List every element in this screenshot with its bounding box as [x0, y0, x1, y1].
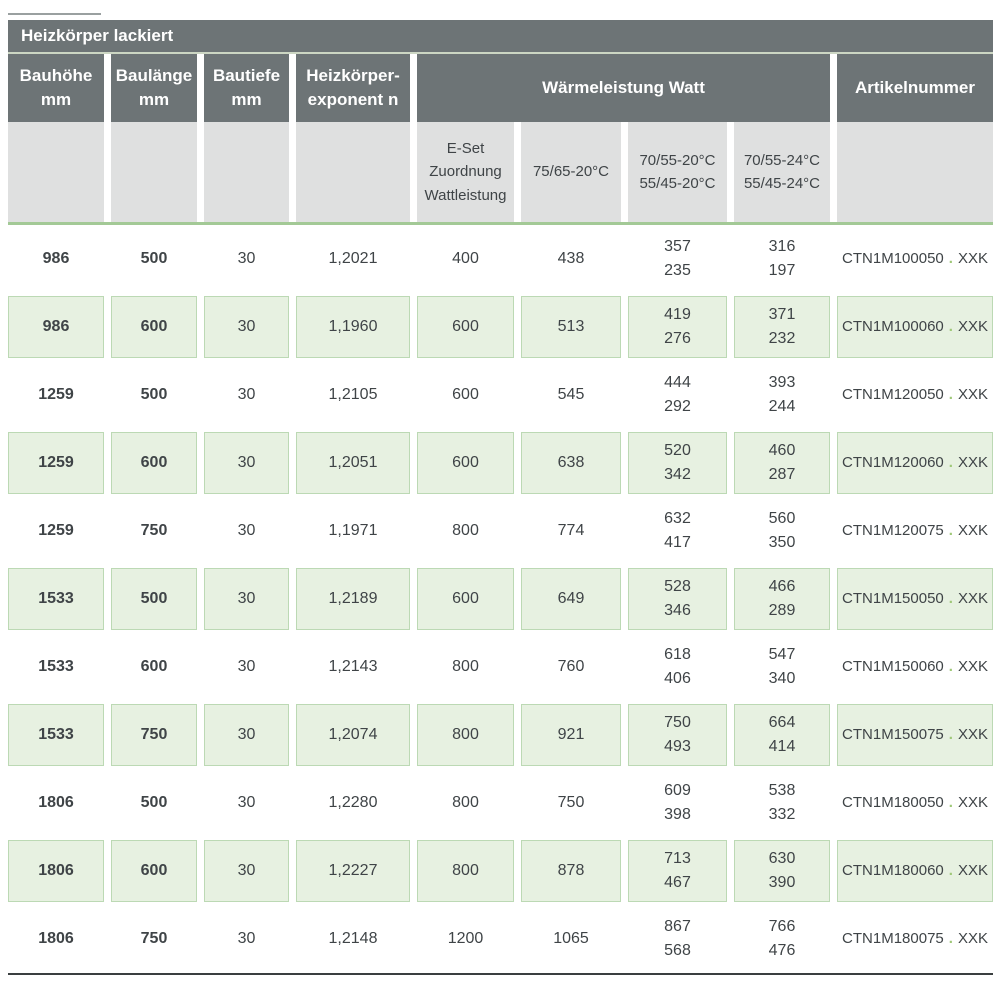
- table-row: [8, 429, 993, 497]
- cell-bautiefe: 30: [204, 840, 289, 902]
- cell-artikelnummer: CTN1M180060 . XXK: [837, 840, 993, 902]
- cell-artikelnummer: CTN1M100060 . XXK: [837, 296, 993, 358]
- cell-artikelnummer: CTN1M180075 . XXK: [837, 905, 993, 973]
- cell-exponent: 1,2105: [328, 386, 378, 403]
- cell-bautiefe: 30: [237, 250, 256, 267]
- cell-70-55-24: 664 414: [734, 704, 830, 766]
- cell-baulaenge: 600: [111, 432, 197, 494]
- cell-baulaenge: 600: [111, 840, 197, 902]
- cell-exponent: 1,2227: [296, 840, 410, 902]
- article-dot: .: [948, 589, 953, 607]
- cell-eset: 800: [452, 794, 479, 811]
- cell-70-55-24: 371 232: [734, 296, 830, 358]
- cell-75-65: 438: [557, 250, 585, 267]
- col-header-bauhoehe: Bauhöhe mm: [8, 54, 104, 122]
- cell-artikelnummer: CTN1M150075 . XXK: [837, 704, 993, 766]
- cell-baulaenge: 750: [140, 522, 168, 539]
- cell-baulaenge: 500: [140, 386, 168, 403]
- cell-eset: 600: [452, 386, 479, 403]
- cell-eset: 400: [452, 250, 479, 267]
- table-row: [8, 293, 993, 361]
- cell-75-65: 513: [521, 296, 621, 358]
- cell-exponent: 1,2148: [328, 930, 378, 947]
- table-row: [8, 837, 993, 905]
- subheader-empty-exponent: [296, 122, 410, 222]
- cell-70-55-20: 357 235: [664, 238, 691, 279]
- cell-75-65: 774: [557, 522, 585, 539]
- cell-artikelnummer: CTN1M100050 . XXK: [837, 225, 993, 293]
- table-bottom-border: [8, 973, 993, 975]
- cell-bauhoehe: 1806: [38, 930, 74, 947]
- cell-bautiefe: 30: [204, 432, 289, 494]
- cell-75-65: 545: [557, 386, 585, 403]
- cell-70-55-20: 867 568: [664, 918, 691, 959]
- cell-bauhoehe: 1533: [38, 658, 74, 675]
- table-row: [8, 225, 993, 293]
- table-row: [8, 701, 993, 769]
- article-dot: .: [948, 929, 953, 947]
- cell-exponent: 1,2189: [296, 568, 410, 630]
- cell-bautiefe: 30: [237, 658, 256, 675]
- subheader-75-65: 75/65-20°C: [521, 122, 621, 222]
- cell-baulaenge: 750: [140, 930, 168, 947]
- cell-baulaenge: 600: [140, 658, 168, 675]
- cell-bautiefe: 30: [237, 930, 256, 947]
- cell-eset: 800: [417, 840, 514, 902]
- table-row: [8, 497, 993, 565]
- cell-artikelnummer: CTN1M120075 . XXK: [837, 497, 993, 565]
- article-dot: .: [948, 385, 953, 403]
- cell-bauhoehe: 1533: [8, 568, 104, 630]
- cell-baulaenge: 500: [111, 568, 197, 630]
- cell-bauhoehe: 1806: [8, 840, 104, 902]
- decorative-line: [8, 13, 101, 15]
- cell-eset: 600: [417, 568, 514, 630]
- cell-70-55-24: 460 287: [734, 432, 830, 494]
- cell-70-55-20: 750 493: [628, 704, 727, 766]
- cell-70-55-24: 630 390: [734, 840, 830, 902]
- cell-70-55-24: 766 476: [768, 918, 796, 959]
- cell-exponent: 1,2143: [328, 658, 378, 675]
- cell-70-55-20: 618 406: [664, 646, 691, 687]
- subheader-70-55-20: 70/55-20°C 55/45-20°C: [628, 122, 727, 222]
- cell-artikelnummer: CTN1M120050 . XXK: [837, 361, 993, 429]
- article-dot: .: [948, 793, 953, 811]
- col-header-artikelnummer: Artikelnummer: [837, 54, 993, 122]
- article-dot: .: [948, 521, 953, 539]
- table-title: Heizkörper lackiert: [8, 20, 993, 52]
- cell-bauhoehe: 986: [42, 250, 70, 267]
- cell-exponent: 1,2051: [296, 432, 410, 494]
- cell-artikelnummer: CTN1M180050 . XXK: [837, 769, 993, 837]
- radiator-table: [8, 20, 993, 975]
- col-header-baulaenge: Baulänge mm: [111, 54, 197, 122]
- cell-70-55-20: 444 292: [664, 374, 691, 415]
- cell-70-55-24: 560 350: [768, 510, 796, 551]
- cell-75-65: 921: [521, 704, 621, 766]
- table-row: [8, 361, 993, 429]
- cell-baulaenge: 500: [140, 794, 168, 811]
- table-row: [8, 565, 993, 633]
- cell-eset: 600: [417, 296, 514, 358]
- cell-75-65: 760: [557, 658, 585, 675]
- cell-75-65: 649: [521, 568, 621, 630]
- table-row: [8, 769, 993, 837]
- cell-70-55-24: 316 197: [768, 238, 796, 279]
- cell-70-55-20: 632 417: [664, 510, 691, 551]
- cell-70-55-20: 520 342: [628, 432, 727, 494]
- cell-70-55-20: 419 276: [628, 296, 727, 358]
- article-dot: .: [948, 861, 953, 879]
- cell-bautiefe: 30: [237, 386, 256, 403]
- col-header-bautiefe: Bautiefe mm: [204, 54, 289, 122]
- cell-70-55-24: 466 289: [734, 568, 830, 630]
- subheader-eset: E-Set Zuordnung Wattleistung: [417, 122, 514, 222]
- cell-bauhoehe: 986: [8, 296, 104, 358]
- cell-exponent: 1,1971: [328, 522, 378, 539]
- article-dot: .: [948, 453, 953, 471]
- cell-baulaenge: 500: [140, 250, 168, 267]
- cell-exponent: 1,2021: [328, 250, 378, 267]
- cell-bautiefe: 30: [237, 522, 256, 539]
- cell-75-65: 638: [521, 432, 621, 494]
- cell-exponent: 1,2280: [328, 794, 378, 811]
- cell-70-55-24: 393 244: [768, 374, 796, 415]
- cell-70-55-24: 547 340: [768, 646, 796, 687]
- cell-eset: 600: [417, 432, 514, 494]
- sub-header-row: [8, 122, 993, 222]
- cell-baulaenge: 750: [111, 704, 197, 766]
- cell-eset: 1200: [447, 930, 484, 947]
- cell-eset: 800: [452, 522, 479, 539]
- cell-70-55-20: 528 346: [628, 568, 727, 630]
- cell-eset: 800: [417, 704, 514, 766]
- subheader-empty-bauhoehe: [8, 122, 104, 222]
- subheader-empty-baulaenge: [111, 122, 197, 222]
- cell-exponent: 1,2074: [296, 704, 410, 766]
- cell-bautiefe: 30: [204, 568, 289, 630]
- cell-exponent: 1,1960: [296, 296, 410, 358]
- cell-artikelnummer: CTN1M150060 . XXK: [837, 633, 993, 701]
- cell-bautiefe: 30: [204, 704, 289, 766]
- table-row: [8, 905, 993, 973]
- cell-artikelnummer: CTN1M150050 . XXK: [837, 568, 993, 630]
- article-dot: .: [948, 725, 953, 743]
- table-row: [8, 633, 993, 701]
- column-header-row: [8, 54, 993, 122]
- cell-bautiefe: 30: [237, 794, 256, 811]
- article-dot: .: [948, 249, 953, 267]
- cell-bautiefe: 30: [204, 296, 289, 358]
- cell-bauhoehe: 1806: [38, 794, 74, 811]
- cell-75-65: 1065: [553, 930, 589, 947]
- cell-70-55-20: 609 398: [664, 782, 691, 823]
- cell-bauhoehe: 1259: [38, 386, 74, 403]
- cell-bauhoehe: 1533: [8, 704, 104, 766]
- subheader-70-55-24: 70/55-24°C 55/45-24°C: [734, 122, 830, 222]
- cell-70-55-20: 713 467: [628, 840, 727, 902]
- article-dot: .: [948, 657, 953, 675]
- article-dot: .: [948, 317, 953, 335]
- cell-70-55-24: 538 332: [768, 782, 796, 823]
- cell-artikelnummer: CTN1M120060 . XXK: [837, 432, 993, 494]
- cell-75-65: 750: [557, 794, 585, 811]
- col-header-exponent: Heizkörper- exponent n: [296, 54, 410, 122]
- cell-75-65: 878: [521, 840, 621, 902]
- cell-baulaenge: 600: [111, 296, 197, 358]
- cell-eset: 800: [452, 658, 479, 675]
- subheader-empty-artikelnummer: [837, 122, 993, 222]
- subheader-empty-bautiefe: [204, 122, 289, 222]
- cell-bauhoehe: 1259: [38, 522, 74, 539]
- cell-bauhoehe: 1259: [8, 432, 104, 494]
- col-header-waermeleistung: Wärmeleistung Watt: [417, 54, 830, 122]
